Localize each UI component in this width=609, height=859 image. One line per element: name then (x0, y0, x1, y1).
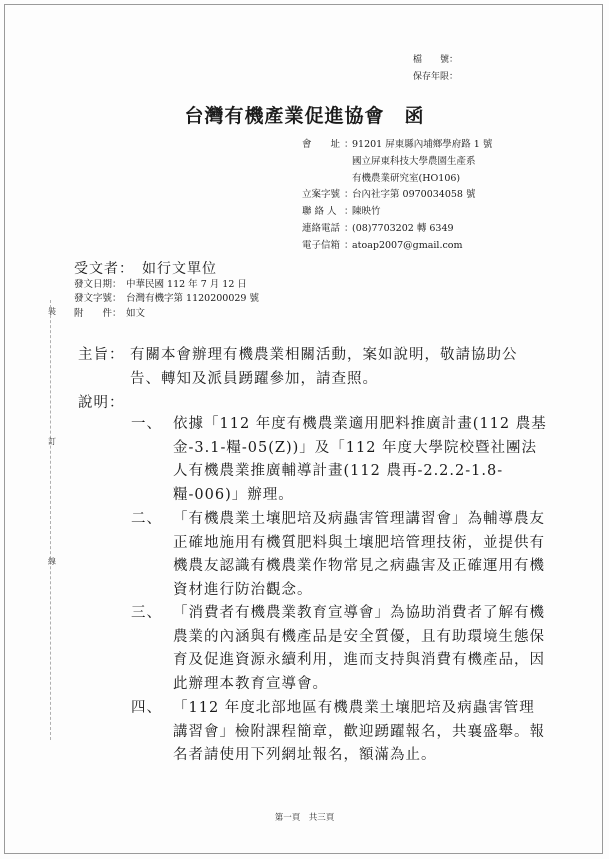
retention-row (408, 69, 458, 86)
attachment-label: 附 件： (74, 307, 122, 319)
subject-section (78, 343, 548, 391)
issue-number-label: 發文字號： (74, 293, 122, 305)
attachment-row (74, 307, 259, 321)
recipient: 受文者： 如行文單位 (74, 261, 217, 277)
file-number-row (408, 52, 458, 69)
sender-email-label: 電子信箱 (302, 239, 341, 251)
page-footer: 第一頁 共三頁 (274, 813, 335, 823)
item-text: 「112 年度北部地區有機農業土壤肥培及病蟲害管理講習會」檢附課程簡章，歡迎踴躍報名，共襄盛舉。報名者請使用下列網址報名，額滿為止。 (173, 700, 545, 763)
issue-number-row (74, 292, 259, 306)
sender-contact-label: 聯 絡 人 (302, 206, 337, 218)
attachment-value: 如文 (126, 307, 146, 319)
sender-registration-row: 立案字號 ： 台內社字第 0970034058 號 (302, 187, 492, 204)
item-text: 「消費者有機農業教育宣導會」為協助消費者了解有機農業的內涵與有機產品是安全質優，且有助環境生態保育及促進資源永續利用，進而支持與消費有機產品，因此辦理本教育宣導會。 (173, 605, 545, 692)
sender-contact-row: 聯 絡 人 ： 陳映竹 (302, 204, 492, 221)
sender-email-value: atoap2007@gmail.com (352, 239, 463, 251)
sender-registration-value: 台內社字第 0970034058 號 (352, 189, 476, 201)
binding-line (50, 300, 51, 740)
issue-date-row (74, 278, 259, 292)
sender-phone-label: 連絡電話 (302, 222, 341, 234)
sender-registration-label: 立案字號 (302, 189, 341, 201)
binding-mark-xian: 線 (48, 557, 56, 566)
explanation-item-2 (131, 508, 549, 602)
sender-phone-value: (08)7703202 轉 6349 (352, 222, 454, 234)
subject-text: 有關本會辦理有機農業相關活動，案如說明，敬請協助公告、轉知及派員踴躍參加，請查照。 (130, 347, 518, 387)
sender-info (302, 137, 492, 255)
explanation-item-3 (131, 602, 549, 696)
file-number-label: 檔 號： (412, 55, 458, 65)
document-title: 台灣有機產業促進協會 函 (184, 105, 425, 127)
issue-number-value: 台灣有機字第 1120200029 號 (126, 293, 259, 305)
item-number: 一、 (131, 416, 162, 432)
item-number: 二、 (131, 511, 162, 527)
explanation-item-1 (131, 413, 549, 507)
sender-contact-value: 陳映竹 (352, 206, 381, 218)
explanation-item-4 (131, 697, 549, 768)
sender-address-label: 會 址 (302, 139, 341, 150)
retention-label: 保存年限： (412, 72, 458, 82)
issue-date-label: 發文日期： (74, 279, 122, 290)
document-meta (74, 278, 259, 321)
binding-mark-zhuang: 裝 (48, 307, 56, 316)
archive-info (408, 52, 458, 86)
sender-phone-row: 連絡電話 ： (08)7703202 轉 6349 (302, 221, 492, 238)
binding-mark-ding: 訂 (48, 437, 56, 446)
subject-label: 主旨： (78, 347, 125, 363)
item-number: 三、 (131, 605, 162, 621)
item-text: 依據「112 年度有機農業適用肥料推廣計畫(112 農基金-3.1-糧-05(Z))」及「112 年度大學院校暨社團法人有機農業推廣輔導計畫(112 農再-2.2.2-1.8-糧-006)」辦理。 (173, 416, 547, 503)
sender-address-line: 國立屏東科技大學農園生產系 (352, 155, 476, 167)
item-number: 四、 (131, 700, 162, 716)
sender-email-row: 電子信箱 ： atoap2007@gmail.com (302, 238, 492, 255)
item-text: 「有機農業土壤肥培及病蟲害管理講習會」為輔導農友正確地施用有機質肥料與土壤肥培管理技術，並提供有機農友認識有機農業作物常見之病蟲害及正確運用有機資材進行防治觀念。 (173, 511, 545, 598)
issue-date-value: 中華民國 112 年 7 月 12 日 (126, 279, 247, 290)
sender-address-line: 有機農業研究室(HO106) (352, 172, 461, 184)
sender-address-line: 91201 屏東縣內埔鄉學府路 1 號 (352, 139, 493, 150)
explanation-label: 說明： (78, 395, 125, 411)
sender-address-row: 會 址 ： 91201 屏東縣內埔鄉學府路 1 號 國立屏東科技大學農園生產系 有機農業研究室(HO106) (302, 137, 492, 187)
